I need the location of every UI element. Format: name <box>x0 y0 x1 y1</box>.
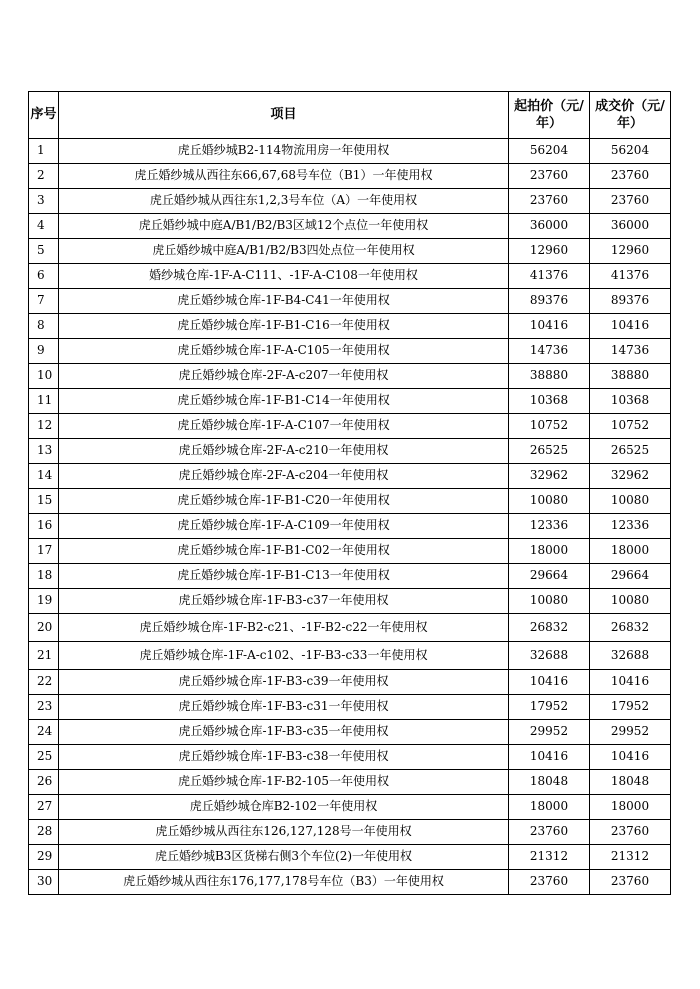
cell-start-price: 12960 <box>509 239 590 264</box>
cell-item: 虎丘婚纱城仓库-2F-A-c207一年使用权 <box>59 364 509 389</box>
cell-deal-price: 14736 <box>590 339 671 364</box>
table-row <box>29 514 671 539</box>
cell-start-price: 18000 <box>509 539 590 564</box>
table-row <box>29 464 671 489</box>
cell-start-price: 29952 <box>509 720 590 745</box>
cell-item: 虎丘婚纱城仓库-1F-B1-C13一年使用权 <box>59 564 509 589</box>
cell-item: 虎丘婚纱城仓库-1F-A-c102、-1F-B3-c33一年使用权 <box>59 642 509 670</box>
table-row <box>29 745 671 770</box>
cell-deal-price: 23760 <box>590 164 671 189</box>
cell-no: 27 <box>29 795 59 820</box>
cell-no: 24 <box>29 720 59 745</box>
cell-no: 28 <box>29 820 59 845</box>
cell-no: 16 <box>29 514 59 539</box>
cell-start-price: 10080 <box>509 489 590 514</box>
cell-no: 8 <box>29 314 59 339</box>
table-row <box>29 795 671 820</box>
cell-no: 1 <box>29 139 59 164</box>
cell-start-price: 36000 <box>509 214 590 239</box>
cell-start-price: 10416 <box>509 314 590 339</box>
cell-start-price: 10080 <box>509 589 590 614</box>
table-row <box>29 364 671 389</box>
cell-start-price: 29664 <box>509 564 590 589</box>
table-row <box>29 670 671 695</box>
cell-item: 虎丘婚纱城仓库-1F-B1-C20一年使用权 <box>59 489 509 514</box>
cell-no: 18 <box>29 564 59 589</box>
cell-no: 4 <box>29 214 59 239</box>
cell-item: 虎丘婚纱城从西往东126,127,128号一年使用权 <box>59 820 509 845</box>
cell-no: 21 <box>29 642 59 670</box>
cell-deal-price: 26525 <box>590 439 671 464</box>
cell-no: 3 <box>29 189 59 214</box>
table-row <box>29 539 671 564</box>
cell-start-price: 38880 <box>509 364 590 389</box>
cell-item: 虎丘婚纱城中庭A/B1/B2/B3四处点位一年使用权 <box>59 239 509 264</box>
cell-deal-price: 10416 <box>590 745 671 770</box>
table-row <box>29 414 671 439</box>
table-row <box>29 489 671 514</box>
cell-item: 虎丘婚纱城仓库-1F-B1-C16一年使用权 <box>59 314 509 339</box>
cell-deal-price: 26832 <box>590 614 671 642</box>
cell-deal-price: 89376 <box>590 289 671 314</box>
cell-start-price: 89376 <box>509 289 590 314</box>
table-row <box>29 339 671 364</box>
cell-deal-price: 18000 <box>590 539 671 564</box>
cell-no: 20 <box>29 614 59 642</box>
cell-start-price: 18000 <box>509 795 590 820</box>
table-row <box>29 845 671 870</box>
cell-no: 19 <box>29 589 59 614</box>
cell-start-price: 17952 <box>509 695 590 720</box>
cell-start-price: 23760 <box>509 870 590 895</box>
cell-deal-price: 10080 <box>590 589 671 614</box>
cell-item: 虎丘婚纱城仓库-1F-A-C105一年使用权 <box>59 339 509 364</box>
cell-start-price: 10752 <box>509 414 590 439</box>
table-row <box>29 189 671 214</box>
cell-deal-price: 10368 <box>590 389 671 414</box>
cell-item: 虎丘婚纱城仓库-1F-B1-C14一年使用权 <box>59 389 509 414</box>
table-row <box>29 589 671 614</box>
table-row <box>29 264 671 289</box>
cell-item: 虎丘婚纱城B3区货梯右侧3个车位(2)一年使用权 <box>59 845 509 870</box>
cell-deal-price: 21312 <box>590 845 671 870</box>
cell-deal-price: 10416 <box>590 670 671 695</box>
cell-item: 虎丘婚纱城仓库-1F-B3-c39一年使用权 <box>59 670 509 695</box>
cell-deal-price: 12960 <box>590 239 671 264</box>
cell-item: 虎丘婚纱城仓库-1F-B3-c35一年使用权 <box>59 720 509 745</box>
cell-no: 7 <box>29 289 59 314</box>
cell-no: 2 <box>29 164 59 189</box>
cell-no: 30 <box>29 870 59 895</box>
cell-item: 虎丘婚纱城仓库-1F-B3-c37一年使用权 <box>59 589 509 614</box>
cell-item: 虎丘婚纱城从西往东66,67,68号车位（B1）一年使用权 <box>59 164 509 189</box>
cell-deal-price: 23760 <box>590 870 671 895</box>
cell-item: 虎丘婚纱城仓库-1F-A-C107一年使用权 <box>59 414 509 439</box>
cell-deal-price: 10416 <box>590 314 671 339</box>
cell-deal-price: 56204 <box>590 139 671 164</box>
cell-no: 9 <box>29 339 59 364</box>
table-row <box>29 239 671 264</box>
table-row <box>29 389 671 414</box>
table-row <box>29 314 671 339</box>
header-deal-price: 成交价（元/年） <box>590 92 671 139</box>
table-row <box>29 720 671 745</box>
cell-item: 虎丘婚纱城从西往东1,2,3号车位（A）一年使用权 <box>59 189 509 214</box>
cell-no: 29 <box>29 845 59 870</box>
cell-item: 婚纱城仓库-1F-A-C111、-1F-A-C108一年使用权 <box>59 264 509 289</box>
cell-no: 10 <box>29 364 59 389</box>
cell-no: 13 <box>29 439 59 464</box>
cell-no: 12 <box>29 414 59 439</box>
table-row <box>29 139 671 164</box>
cell-start-price: 14736 <box>509 339 590 364</box>
cell-deal-price: 23760 <box>590 189 671 214</box>
table-row <box>29 642 671 670</box>
cell-deal-price: 29664 <box>590 564 671 589</box>
cell-no: 25 <box>29 745 59 770</box>
cell-no: 5 <box>29 239 59 264</box>
table-row <box>29 214 671 239</box>
header-item: 项目 <box>59 92 509 139</box>
cell-start-price: 18048 <box>509 770 590 795</box>
cell-no: 6 <box>29 264 59 289</box>
cell-deal-price: 10080 <box>590 489 671 514</box>
cell-deal-price: 18048 <box>590 770 671 795</box>
cell-item: 虎丘婚纱城仓库-1F-B1-C02一年使用权 <box>59 539 509 564</box>
cell-deal-price: 12336 <box>590 514 671 539</box>
cell-deal-price: 17952 <box>590 695 671 720</box>
cell-deal-price: 18000 <box>590 795 671 820</box>
cell-no: 15 <box>29 489 59 514</box>
cell-start-price: 21312 <box>509 845 590 870</box>
table-row <box>29 164 671 189</box>
cell-deal-price: 38880 <box>590 364 671 389</box>
cell-item: 虎丘婚纱城仓库-1F-B2-105一年使用权 <box>59 770 509 795</box>
cell-start-price: 10416 <box>509 670 590 695</box>
cell-start-price: 12336 <box>509 514 590 539</box>
cell-start-price: 32688 <box>509 642 590 670</box>
cell-item: 虎丘婚纱城仓库-1F-B4-C41一年使用权 <box>59 289 509 314</box>
cell-no: 17 <box>29 539 59 564</box>
cell-item: 虎丘婚纱城仓库-1F-A-C109一年使用权 <box>59 514 509 539</box>
cell-start-price: 56204 <box>509 139 590 164</box>
cell-item: 虎丘婚纱城B2-114物流用房一年使用权 <box>59 139 509 164</box>
cell-deal-price: 32962 <box>590 464 671 489</box>
cell-deal-price: 10752 <box>590 414 671 439</box>
table-row <box>29 289 671 314</box>
header-no: 序号 <box>29 92 59 139</box>
table-row <box>29 870 671 895</box>
cell-item: 虎丘婚纱城仓库B2-102一年使用权 <box>59 795 509 820</box>
cell-start-price: 26525 <box>509 439 590 464</box>
cell-start-price: 32962 <box>509 464 590 489</box>
cell-deal-price: 23760 <box>590 820 671 845</box>
cell-start-price: 10416 <box>509 745 590 770</box>
table-row <box>29 439 671 464</box>
cell-start-price: 23760 <box>509 820 590 845</box>
cell-no: 11 <box>29 389 59 414</box>
cell-no: 22 <box>29 670 59 695</box>
cell-item: 虎丘婚纱城仓库-1F-B2-c21、-1F-B2-c22一年使用权 <box>59 614 509 642</box>
cell-item: 虎丘婚纱城仓库-2F-A-c210一年使用权 <box>59 439 509 464</box>
cell-start-price: 23760 <box>509 164 590 189</box>
table-row <box>29 614 671 642</box>
table-row <box>29 770 671 795</box>
cell-start-price: 41376 <box>509 264 590 289</box>
header-row <box>29 92 671 139</box>
cell-no: 14 <box>29 464 59 489</box>
table-row <box>29 564 671 589</box>
cell-start-price: 10368 <box>509 389 590 414</box>
cell-item: 虎丘婚纱城中庭A/B1/B2/B3区域12个点位一年使用权 <box>59 214 509 239</box>
cell-deal-price: 41376 <box>590 264 671 289</box>
cell-deal-price: 29952 <box>590 720 671 745</box>
cell-no: 26 <box>29 770 59 795</box>
cell-start-price: 26832 <box>509 614 590 642</box>
cell-start-price: 23760 <box>509 189 590 214</box>
cell-deal-price: 32688 <box>590 642 671 670</box>
header-start-price: 起拍价（元/年） <box>509 92 590 139</box>
cell-item: 虎丘婚纱城仓库-1F-B3-c31一年使用权 <box>59 695 509 720</box>
cell-deal-price: 36000 <box>590 214 671 239</box>
cell-item: 虎丘婚纱城仓库-2F-A-c204一年使用权 <box>59 464 509 489</box>
cell-item: 虎丘婚纱城仓库-1F-B3-c38一年使用权 <box>59 745 509 770</box>
table-row <box>29 695 671 720</box>
table-row <box>29 820 671 845</box>
cell-no: 23 <box>29 695 59 720</box>
price-table <box>28 91 671 895</box>
cell-item: 虎丘婚纱城从西往东176,177,178号车位（B3）一年使用权 <box>59 870 509 895</box>
table-body <box>29 139 671 895</box>
